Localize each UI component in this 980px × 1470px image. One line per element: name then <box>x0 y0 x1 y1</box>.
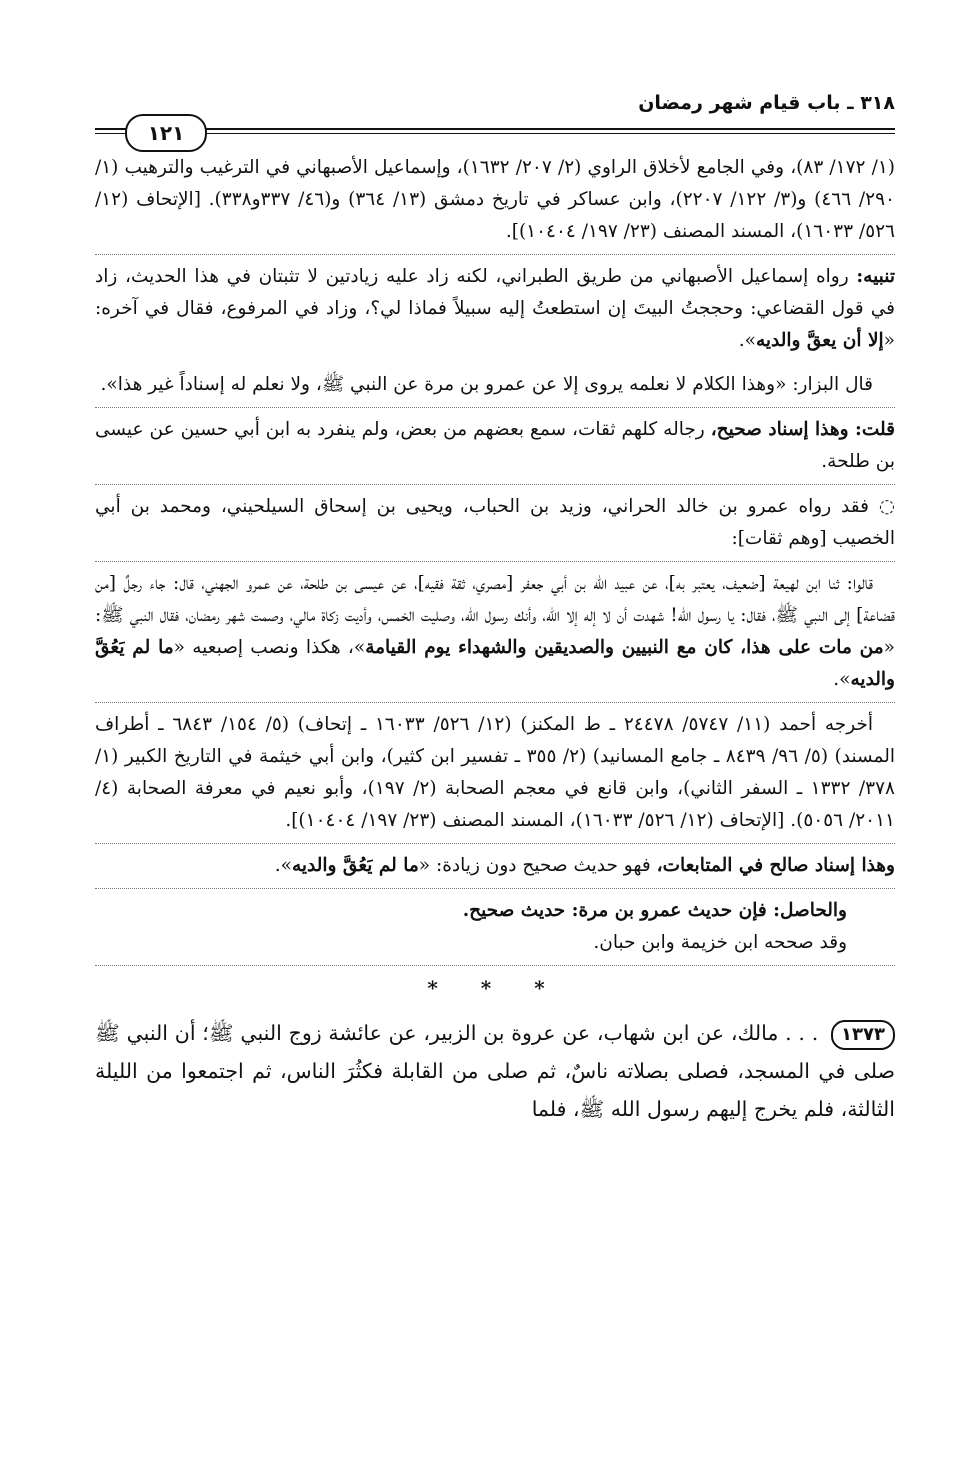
paragraph-note <box>95 261 895 363</box>
note-text-end: ». <box>738 330 756 351</box>
paragraph-mutabaat <box>95 850 895 889</box>
paragraph-takhrij <box>95 709 895 844</box>
conclusion-text: وقد صححه ابن خزيمة وابن حبان. <box>593 932 847 953</box>
mutabaat-label: وهذا إسناد صالح في المتابعات، <box>656 855 895 876</box>
chain-bold-text-2: ما لم يَعُقَّ والديه <box>95 637 895 690</box>
paragraph-text: أخرجه أحمد (١١/ ٥٧٤٧/ ٢٤٤٧٨ ـ ط المكنز) (١٢/ ٥٢٦/ ١٦٠٣٣ ـ إتحاف) (٥/ ١٥٤/ ٦٨٤٣ ـ أطراف المسند) (٥/ ٩٦/ ٨٤٣٩ ـ جامع المسانيد) (٢/ ٣٥٥ ـ تفسير ابن كثير)، وابن أبي خيثمة في التاريخ الكبير (١/ ٣٧٨/ ١٣٣٢ ـ السفر الثاني)، وابن قانع في معجم الصحابة (٢/ ١٩٧)، وأبو نعيم في معرفة الصحابة (٤/ ٢٠١١/ ٥٠٥٦). [الإتحاف (١٢/ ٥٢٦/ ١٦٠٣٣)، المسند المصنف (٢٣/ ١٩٧/ ١٠٤٠٤)]. <box>95 714 896 831</box>
chain-text-mid: »، هكذا ونصب إصبعيه « <box>173 637 366 658</box>
note-text: رواه إسماعيل الأصبهاني من طريق الطبراني، لكنه زاد عليه زيادتين لا تثبتان في هذا الحديث، زاد في قول القضاعي: وحججتُ البيتَ إن استطعتُ إليه سبيلاً فماذا لي؟، وزاد في المرفوع، فقال في آخره: « <box>95 266 895 351</box>
conclusion-label: والحاصل: فإن حديث عمرو بن مرة: حديث صحيح. <box>462 900 847 921</box>
chapter-title: ٣١٨ ـ باب قيام شهر رمضان <box>638 92 895 114</box>
mutabaat-text-end: ». <box>274 855 292 876</box>
paragraph-text: قال البزار: «وهذا الكلام لا نعلمه يروى إلا عن عمرو بن مرة عن النبي ﷺ، ولا نعلم له إسناداً غير هذا». <box>100 374 873 395</box>
paragraph-verdict <box>95 414 895 485</box>
verdict-label: قلت: وهذا إسناد صحيح، <box>710 419 895 440</box>
page-header <box>95 88 895 152</box>
mutabaat-text: فهو حديث صحيح دون زيادة: « <box>418 855 657 876</box>
paragraph-narrators <box>95 491 895 562</box>
hadith-main-text <box>95 1014 895 1128</box>
paragraph-text: ◌ فقد رواه عمرو بن خالد الحراني، وزيد بن الحباب، ويحيى بن إسحاق السيلحيني، ومحمد بن أبي الخصيب [وهم ثقات]: <box>95 496 895 549</box>
paragraph-hadith-chain <box>95 568 895 703</box>
chain-text: قالوا: ثنا ابن لهيعة [ضعيف، يعتبر به]، عن عبيد الله بن أبي جعفر [مصري، ثقة فقيه]، عن عيسى بن طلحة، عن عمرو الجهني، قال: جاء رجلٌ [من قضاعة] إلى النبي ﷺ، فقال: يا رسول الله! شهدت أن لا إله إلا الله، وأنك رسول الله، وصليت الخمس، وأديت زكاة مالي، وصمت شهر رمضان، فقال النبي ﷺ: « <box>95 573 895 658</box>
section-divider-stars: * * * <box>427 976 563 1000</box>
page-number-badge <box>125 114 207 152</box>
chain-bold-text: من مات على هذا، كان مع النبيين والصديقين والشهداء يوم القيامة <box>365 637 884 658</box>
hadith-number-badge: ١٣٧٣ <box>831 1020 895 1050</box>
paragraph-text: (١/ ١٧٢/ ٨٣)، وفي الجامع لأخلاق الراوي (٢/ ٢٠٧/ ١٦٣٢)، وإسماعيل الأصبهاني في الترغيب والترهيب (١/ ٢٩٠/ ٤٦٦) و(٣/ ١٢٢/ ٢٢٠٧)، وابن عساكر في تاريخ دمشق (١٣/ ٣٦٤) و(٤٦/ ٣٣٧و٣٣٨). [الإتحاف (١٢/ ٥٢٦/ ١٦٠٣٣)، المسند المصنف (٢٣/ ١٩٧/ ١٠٤٠٤)]. <box>95 157 895 242</box>
mutabaat-bold-text: ما لم يَعُقَّ والديه <box>291 855 419 876</box>
book-page <box>95 88 895 1458</box>
header-rule-thin <box>95 133 895 134</box>
paragraph-conclusion <box>95 895 895 966</box>
paragraph-references <box>95 152 895 255</box>
chain-text-end: ». <box>833 669 851 690</box>
hadith-text: . . . مالك، عن ابن شهاب، عن عروة بن الزبير، عن عائشة زوج النبي ﷺ؛ أن النبي ﷺ صلى في المسجد، فصلى بصلاته ناسٌ، ثم صلى من القابلة فكثُرَ الناس، ثم اجتمعوا من الليلة الثالثة، فلم يخرج إليهم رسول الله ﷺ، فلما <box>95 1021 895 1121</box>
paragraph-bazzar <box>95 369 895 408</box>
header-rule <box>95 128 895 130</box>
page-content <box>95 152 895 1128</box>
verdict-text: رجاله كلهم ثقات، سمع بعضهم من بعض، ولم ينفرد به ابن أبي حسين عن عيسى بن طلحة. <box>95 419 895 472</box>
page-number: ١٢١ <box>147 121 185 145</box>
note-bold-text: إلا أن يعقَّ والديه <box>755 330 884 351</box>
note-label: تنبيه: <box>856 266 895 287</box>
